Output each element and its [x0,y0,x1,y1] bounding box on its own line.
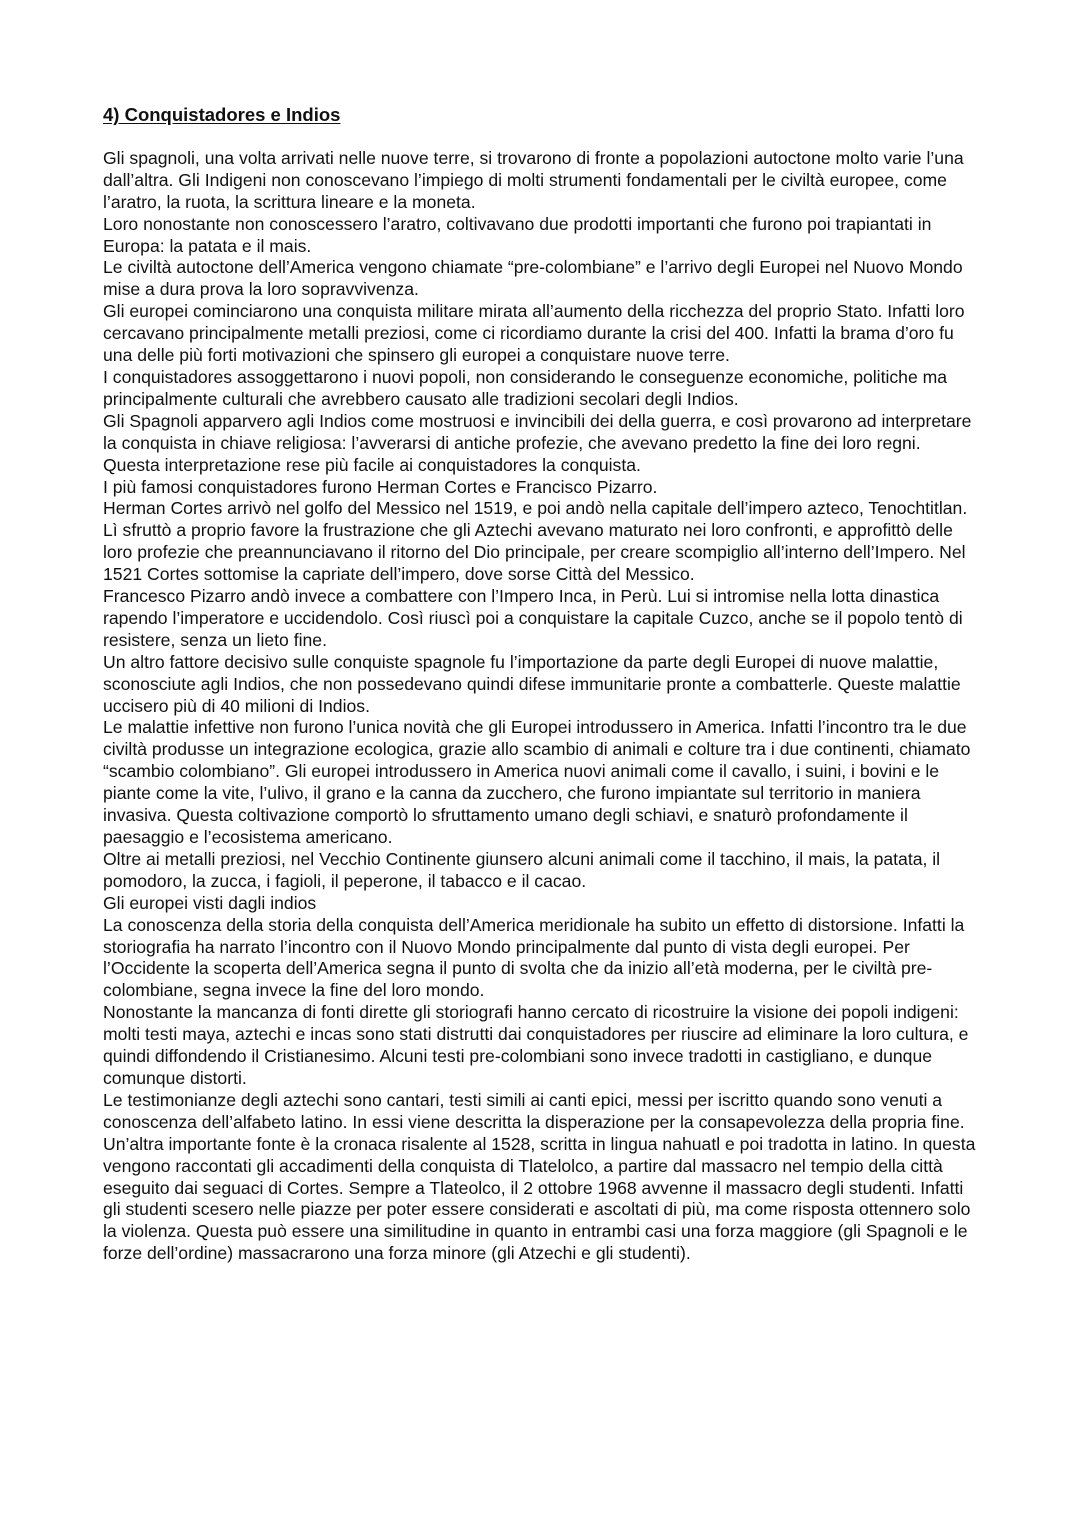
paragraph-8: I più famosi conquistadores furono Herman Cortes e Francisco Pizarro. [103,476,658,497]
paragraph-2: Loro nonostante non conoscessero l’aratro, coltivavano due prodotti importanti che furono poi trapiantati in Europa: la patata e il mais. [103,213,932,256]
paragraph-5: I conquistadores assoggettarono i nuovi popoli, non considerando le conseguenze economiche, politiche ma principalmente culturali che avrebbero causato alle tradizioni secolari degli Indios. [103,366,948,409]
paragraph-15: La conoscenza della storia della conquista dell’America meridionale ha subito un effetto di distorsione. Infatti la storiografia ha narrato l’incontro con il Nuovo Mondo principalmente dal punto di vista degli europei. Per l’Occidente la scoperta dell’America segna il punto di svolta che da inizio all’età moderna, per le civiltà pre-colombiane, segna invece la fine del loro mondo. [103,914,965,1001]
section-heading: 4) Conquistadores e Indios [103,104,341,125]
paragraph-17: Le testimonianze degli aztechi sono cantari, testi simili ai canti epici, messi per iscritto quando sono venuti a conoscenza dell’alfabeto latino. In essi viene descritta la disperazione per la consapevolezza della propria fine. [103,1089,965,1132]
paragraph-4: Gli europei cominciarono una conquista militare mirata all’aumento della ricchezza del proprio Stato. Infatti loro cercavano principalmente metalli preziosi, come ci ricordiamo durante la crisi del 400. Infatti la brama d’oro fu una delle più forti motivazioni che spinsero gli europei a conquistare nuove terre. [103,301,965,366]
paragraph-18: Un’altra importante fonte è la cronaca risalente al 1528, scritta in lingua nahuatl e poi tradotta in latino. In questa vengono raccontati gli accadimenti della conquista di Tlatelolco, a partire dal massacro nel tempio della città eseguito dai seguaci di Cortes. Sempre a Tlateolco, il 2 ottobre 1968 avvenne il massacro degli studenti. Infatti gli studenti scesero nelle piazze per poter essere considerati e ascoltati di più, ma come risposta ottennero solo la violenza. Questa può essere una similitudine in quanto in entrambi casi una forza maggiore (gli Spagnoli e le forze dell’ordine) massacrarono una forza minore (gli Atzechi e gli studenti). [103,1133,976,1264]
paragraph-6: Gli Spagnoli apparvero agli Indios come mostruosi e invincibili dei della guerra, e così provarono ad interpretare la conquista in chiave religiosa: l’avverarsi di antiche profezie, che avevano predetto la fine dei loro regni. [103,410,972,453]
paragraph-9: Herman Cortes arrivò nel golfo del Messico nel 1519, e poi andò nella capitale dell’impero azteco, Tenochtitlan. Lì sfruttò a proprio favore la frustrazione che gli Aztechi avevano maturato nei loro confronti, e approfittò delle loro profezie che preannunciavano il ritorno del Dio principale, per creare scompiglio all’interno dell’Impero. Nel 1521 Cortes sottomise la capriate dell’impero, dove sorse Città del Messico. [103,498,968,585]
paragraph-1: Gli spagnoli, una volta arrivati nelle nuove terre, si trovarono di fronte a popolazioni autoctone molto varie l’una dall’altra. Gli Indigeni non conoscevano l’impiego di molti strumenti fondamentali per le civiltà europee, come l’aratro, la ruota, la scrittura lineare e la moneta. [103,147,964,212]
document-page [103,104,983,1265]
paragraph-7: Questa interpretazione rese più facile ai conquistadores la conquista. [103,454,641,475]
paragraph-13: Oltre ai metalli preziosi, nel Vecchio Continente giunsero alcuni animali come il tacchino, il mais, la patata, il pomodoro, la zucca, i fagioli, il peperone, il tabacco e il cacao. [103,848,941,891]
subheading-europei-visti: Gli europei visti dagli indios [103,892,317,913]
paragraph-12: Le malattie infettive non furono l’unica novità che gli Europei introdussero in America. Infatti l’incontro tra le due civiltà produsse un integrazione ecologica, grazie allo scambio di animali e colture tra i due continenti, chiamato “scambio colombiano”. Gli europei introdussero in America nuovi animali come il cavallo, i suini, i bovini e le piante come la vite, l’ulivo, il grano e la canna da zucchero, che furono impiantate sul territorio in maniera invasiva. Questa coltivazione comportò lo sfruttamento umano degli schiavi, e snaturò profondamente il paesaggio e l’ecosistema americano. [103,717,971,847]
paragraph-16: Nonostante la mancanza di fonti dirette gli storiografi hanno cercato di ricostruire la visione dei popoli indigeni: molti testi maya, aztechi e incas sono stati distrutti dai conquistadores per riuscire ad eliminare la loro cultura, e quindi diffondendo il Cristianesimo. Alcuni testi pre-colombiani sono invece tradotti in castigliano, e dunque comunque distorti. [103,1002,969,1088]
paragraph-11: Un altro fattore decisivo sulle conquiste spagnole fu l’importazione da parte degli Europei di nuove malattie, sconosciute agli Indios, che non possedevano quindi difese immunitarie pronte a combatterle. Queste malattie uccisero più di 40 milioni di Indios. [103,651,961,716]
paragraph-3: Le civiltà autoctone dell’America vengono chiamate “pre-colombiane” e l’arrivo degli Europei nel Nuovo Mondo mise a dura prova la loro sopravvivenza. [103,257,963,300]
paragraph-10: Francesco Pizarro andò invece a combattere con l’Impero Inca, in Perù. Lui si intromise nella lotta dinastica rapendo l’imperatore e uccidendolo. Così riuscì poi a conquistare la capitale Cuzco, anche se il popolo tentò di resistere, senza un lieto fine. [103,586,963,650]
